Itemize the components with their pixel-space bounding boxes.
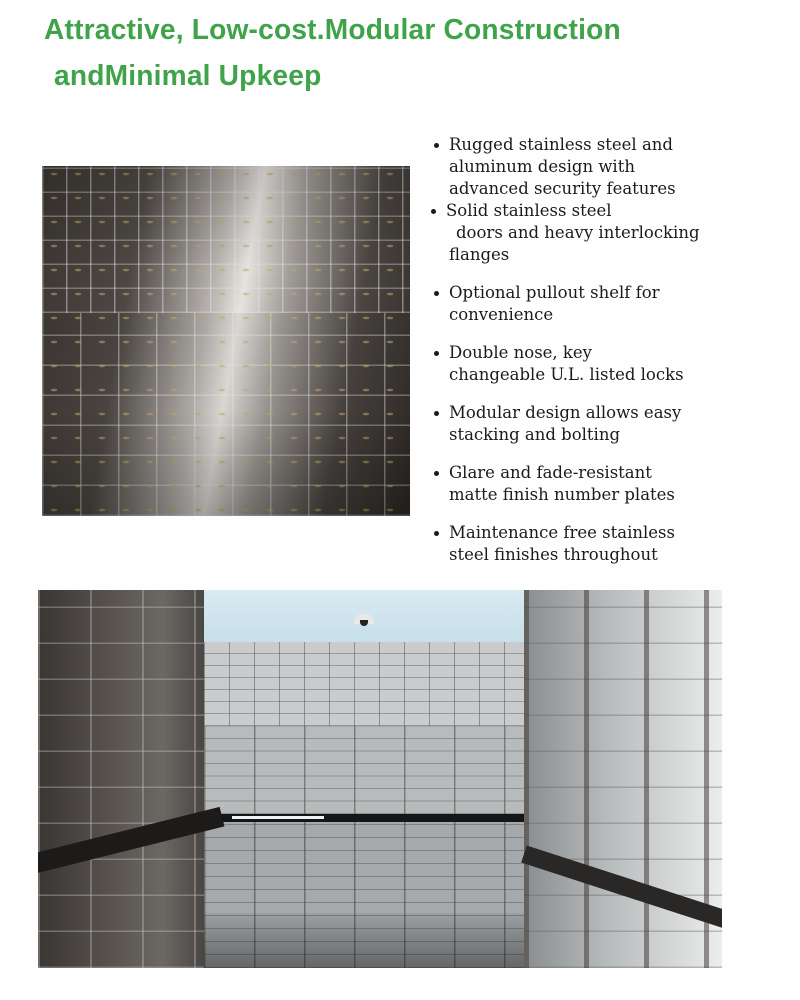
feature-text: Modular design allows easy: [449, 403, 682, 422]
feature-text: Glare and fade-resistant: [449, 463, 652, 482]
small-box-rows: [204, 642, 524, 726]
feature-text: steel finishes throughout: [449, 545, 658, 564]
feature-text: Optional pullout shelf for: [449, 283, 660, 302]
feature-text: Double nose, key: [449, 343, 593, 362]
left-box-grid: [38, 590, 204, 968]
feature-item: [432, 402, 762, 446]
feature-text: flanges: [449, 245, 510, 264]
feature-text: advanced security features: [449, 179, 676, 198]
feature-list: [432, 134, 762, 566]
headline-line-2: andMinimal Upkeep: [54, 60, 322, 92]
security-camera-icon: [354, 614, 374, 624]
feature-text: Rugged stainless steel and: [449, 135, 673, 154]
bullet-icon: [434, 411, 439, 416]
feature-item: [432, 342, 762, 386]
feature-text: stacking and bolting: [449, 425, 621, 444]
feature-text: aluminum design with: [449, 157, 635, 176]
feature-item: [432, 134, 762, 200]
shelf-highlight: [232, 816, 324, 819]
back-wall: [204, 590, 524, 968]
safe-deposit-box-wall-photo: [42, 166, 410, 516]
feature-text: Maintenance free stainless: [449, 523, 675, 542]
large-box-rows: [204, 726, 524, 814]
feature-item: [432, 462, 762, 506]
headline-line-1: Attractive, Low-cost.Modular Construction: [44, 14, 621, 46]
feature-item: [432, 522, 762, 566]
bullet-icon: [434, 351, 439, 356]
bullet-icon: [434, 531, 439, 536]
lower-box-rows: [204, 822, 524, 968]
left-wall: [38, 590, 204, 968]
bullet-icon: [431, 209, 436, 214]
feature-text: matte finish number plates: [449, 485, 675, 504]
bullet-icon: [434, 143, 439, 148]
feature-text: convenience: [449, 305, 554, 324]
feature-text: changeable U.L. listed locks: [449, 365, 684, 384]
bullet-icon: [434, 471, 439, 476]
feature-text: doors and heavy interlocking: [456, 223, 700, 242]
vault-corridor-photo: [38, 590, 722, 968]
feature-item: [432, 282, 762, 326]
feature-text: Solid stainless steel: [446, 201, 612, 220]
right-wall: [524, 590, 722, 968]
bullet-icon: [434, 291, 439, 296]
photo-shading: [42, 166, 410, 516]
feature-item: [429, 200, 762, 266]
